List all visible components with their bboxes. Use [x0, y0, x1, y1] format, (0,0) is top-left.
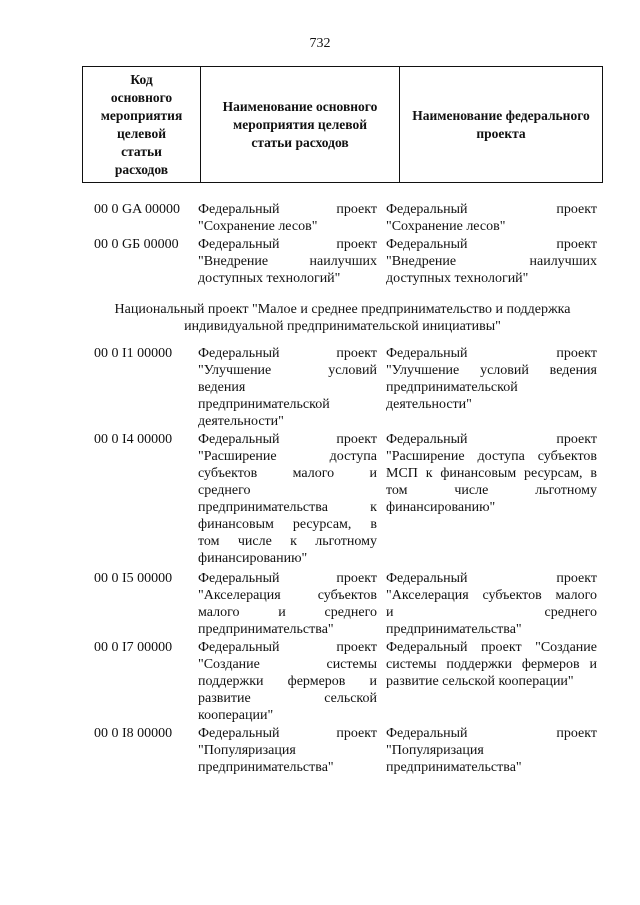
- text-line: поддержки фермеров и: [198, 674, 377, 689]
- text-line: Федеральный проект: [198, 432, 377, 447]
- text-line: МСП к финансовым ресурсам, в: [386, 466, 597, 481]
- text-line: Федеральный проект: [386, 346, 597, 361]
- text-line: Федеральный проект: [386, 202, 597, 217]
- header-line: основного: [110, 89, 173, 105]
- text-line: ведения: [198, 380, 246, 395]
- row-project-name: [386, 201, 597, 235]
- text-line: "Сохранение лесов": [386, 219, 506, 234]
- text-line: финансированию": [198, 551, 308, 566]
- row-measure-name: [198, 201, 377, 235]
- text-line: "Внедрение наилучших: [198, 254, 377, 269]
- text-line: Федеральный проект: [386, 726, 597, 741]
- table-header: [82, 66, 603, 183]
- text-line: Федеральный проект: [198, 571, 377, 586]
- text-line: "Популяризация: [198, 743, 296, 758]
- row-project-name: [386, 725, 597, 776]
- row-code: 00 0 I7 00000: [94, 640, 173, 655]
- text-line: "Расширение доступа: [198, 449, 377, 464]
- text-line: "Создание системы: [198, 657, 377, 672]
- row-project-name: [386, 639, 597, 690]
- text-line: "Расширение доступа субъектов: [386, 449, 597, 464]
- row-measure-name: [198, 639, 377, 724]
- row-project-name: [386, 570, 597, 638]
- header-line: мероприятия целевой: [233, 116, 367, 132]
- text-line: системы поддержки фермеров и: [386, 657, 597, 672]
- page-number: 732: [309, 36, 331, 51]
- text-line: "Акселерация субъектов малого: [386, 588, 597, 603]
- row-measure-name: [198, 570, 377, 638]
- row-code: 00 0 GБ 00000: [94, 237, 179, 252]
- text-line: субъектов малого и: [198, 466, 377, 481]
- text-line: кооперации": [198, 708, 274, 723]
- row-project-name: [386, 345, 597, 413]
- text-line: Федеральный проект "Создание: [386, 640, 597, 655]
- text-line: финансовым ресурсам, в: [198, 517, 377, 532]
- text-line: развитие сельской кооперации": [386, 674, 574, 689]
- text-line: том числе к льготному: [198, 534, 377, 549]
- text-line: доступных технологий": [198, 271, 341, 286]
- text-line: Федеральный проект: [198, 640, 377, 655]
- text-line: "Улучшение условий ведения: [386, 363, 597, 378]
- text-line: "Улучшение условий: [198, 363, 377, 378]
- text-line: развитие сельской: [198, 691, 377, 706]
- header-code-column: [83, 67, 201, 183]
- header-line: Наименование основного: [222, 98, 378, 114]
- heading-line: индивидуальной предпринимательской инициативы": [184, 319, 501, 334]
- text-line: Федеральный проект: [386, 237, 597, 252]
- row-measure-name: [198, 345, 377, 430]
- text-line: предпринимательства к: [198, 500, 377, 515]
- text-line: Федеральный проект: [198, 346, 377, 361]
- text-line: "Популяризация: [386, 743, 484, 758]
- header-line: проекта: [476, 125, 526, 141]
- text-line: Федеральный проект: [386, 571, 597, 586]
- header-name-column: [201, 67, 400, 183]
- row-project-name: [386, 236, 597, 287]
- heading-line: Национальный проект "Малое и среднее предпринимательство и поддержка: [114, 302, 571, 317]
- text-line: предпринимательства": [198, 622, 334, 637]
- text-line: "Акселерация субъектов: [198, 588, 377, 603]
- row-measure-name: [198, 431, 377, 567]
- text-line: том числе льготному: [386, 483, 597, 498]
- header-line: статьи: [121, 143, 162, 159]
- row-code: 00 0 I4 00000: [94, 432, 173, 447]
- text-line: предпринимательства": [198, 760, 334, 775]
- header-line: мероприятия: [100, 107, 183, 123]
- header-project-column: [400, 67, 603, 183]
- header-line: расходов: [114, 161, 169, 177]
- text-line: предпринимательской: [386, 380, 518, 395]
- row-code: 00 0 I1 00000: [94, 346, 173, 361]
- text-line: "Внедрение наилучших: [386, 254, 597, 269]
- text-line: Федеральный проект: [386, 432, 597, 447]
- row-measure-name: [198, 236, 377, 287]
- text-line: Федеральный проект: [198, 726, 377, 741]
- text-line: среднего: [198, 483, 251, 498]
- text-line: Федеральный проект: [198, 237, 377, 252]
- section-heading: [82, 301, 603, 335]
- header-line: Наименование федерального: [412, 107, 590, 123]
- text-line: деятельности": [386, 397, 472, 412]
- text-line: деятельности": [198, 414, 284, 429]
- row-code: 00 0 GA 00000: [94, 202, 180, 217]
- text-line: "Сохранение лесов": [198, 219, 318, 234]
- text-line: доступных технологий": [386, 271, 529, 286]
- text-line: Федеральный проект: [198, 202, 377, 217]
- row-code: 00 0 I5 00000: [94, 571, 173, 586]
- text-line: предпринимательской: [198, 397, 330, 412]
- text-line: и среднего: [386, 605, 597, 620]
- header-line: Код: [130, 71, 153, 87]
- text-line: малого и среднего: [198, 605, 377, 620]
- text-line: предпринимательства": [386, 622, 522, 637]
- header-line: статьи расходов: [251, 134, 349, 150]
- row-code: 00 0 I8 00000: [94, 726, 173, 741]
- text-line: финансированию": [386, 500, 496, 515]
- text-line: предпринимательства": [386, 760, 522, 775]
- row-project-name: [386, 431, 597, 516]
- row-measure-name: [198, 725, 377, 776]
- header-line: целевой: [116, 125, 167, 141]
